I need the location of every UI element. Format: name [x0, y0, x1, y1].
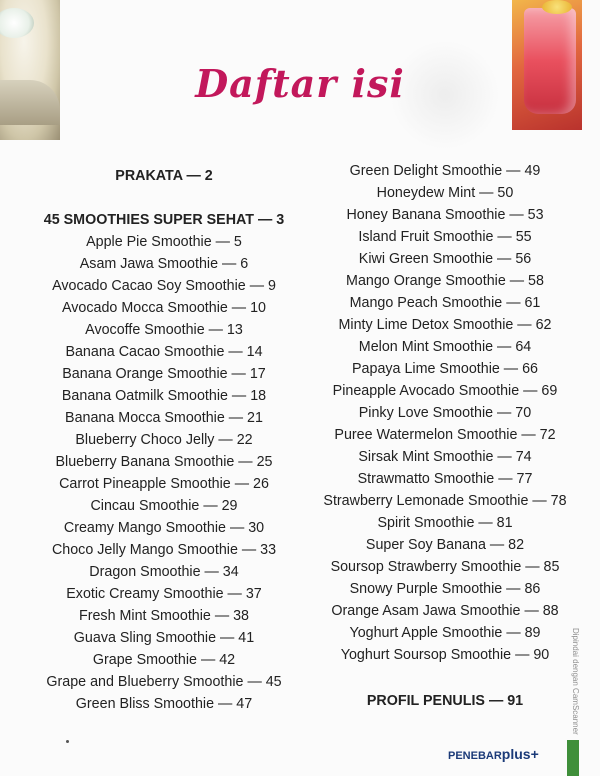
toc-entry: Carrot Pineapple Smoothie — 26	[59, 476, 269, 492]
toc-heading: 45 SMOOTHIES SUPER SEHAT — 3	[43, 212, 285, 228]
toc-entry: Creamy Mango Smoothie — 30	[63, 520, 265, 536]
toc-entry: Melon Mint Smoothie — 64	[358, 339, 532, 355]
toc-entry: Honey Banana Smoothie — 53	[346, 207, 544, 223]
brand-name: PENEBAR	[448, 750, 502, 762]
toc-entry: Spirit Smoothie — 81	[377, 515, 513, 531]
toc-entry: Green Delight Smoothie — 49	[349, 163, 541, 179]
toc-entry: Orange Asam Jawa Smoothie — 88	[331, 603, 559, 619]
toc-entry: Mango Orange Smoothie — 58	[346, 273, 544, 289]
page-title: Daftar isi	[195, 61, 405, 107]
toc-entry: Exotic Creamy Smoothie — 37	[66, 586, 262, 602]
toc-entry: Snowy Purple Smoothie — 86	[349, 581, 541, 597]
toc-entry: Puree Watermelon Smoothie — 72	[334, 427, 556, 443]
toc-entry: Guava Sling Smoothie — 41	[73, 630, 255, 646]
toc-entry: Strawberry Lemonade Smoothie — 78	[323, 493, 567, 509]
toc-entry: Banana Oatmilk Smoothie — 18	[61, 388, 267, 404]
toc-entry: Cincau Smoothie — 29	[90, 498, 238, 514]
toc-entry: Papaya Lime Smoothie — 66	[352, 361, 538, 377]
toc-entry: Blueberry Banana Smoothie — 25	[55, 454, 273, 470]
toc-entry: Choco Jelly Mango Smoothie — 33	[51, 542, 277, 558]
toc-entry: Avocado Cacao Soy Smoothie — 9	[52, 278, 276, 294]
brand-plus: +	[530, 746, 539, 762]
toc-entry: Blueberry Choco Jelly — 22	[75, 432, 253, 448]
toc-entry: Minty Lime Detox Smoothie — 62	[338, 317, 552, 333]
toc-entry: Super Soy Banana — 82	[365, 537, 525, 553]
toc-entry: Island Fruit Smoothie — 55	[358, 229, 532, 245]
toc-entry: Strawmatto Smoothie — 77	[357, 471, 533, 487]
toc-entry: Banana Mocca Smoothie — 21	[65, 410, 263, 426]
toc-entry: Banana Orange Smoothie — 17	[62, 366, 266, 382]
publisher-logo	[448, 746, 539, 762]
toc-entry: Kiwi Green Smoothie — 56	[358, 251, 532, 267]
toc-entry: Grape and Blueberry Smoothie — 45	[46, 674, 282, 690]
toc-entry: Mango Peach Smoothie — 61	[349, 295, 541, 311]
toc-entry: Grape Smoothie — 42	[92, 652, 236, 668]
toc-entry: Asam Jawa Smoothie — 6	[79, 256, 249, 272]
toc-entry: Sirsak Mint Smoothie — 74	[358, 449, 532, 465]
toc-entry: Soursop Strawberry Smoothie — 85	[330, 559, 560, 575]
page-tab-marker	[567, 740, 579, 776]
toc-entry: Yoghurt Apple Smoothie — 89	[349, 625, 541, 641]
toc-entry: Banana Cacao Smoothie — 14	[65, 344, 263, 360]
toc-entry: Pinky Love Smoothie — 70	[358, 405, 532, 421]
toc-entry: Green Bliss Smoothie — 47	[75, 696, 253, 712]
toc-heading: PRAKATA — 2	[115, 168, 213, 184]
toc-entry: Avocado Mocca Smoothie — 10	[62, 300, 266, 316]
toc-entry: Pineapple Avocado Smoothie — 69	[332, 383, 558, 399]
toc-entry: Avocoffe Smoothie — 13	[85, 322, 243, 338]
toc-left-column	[24, 0, 304, 760]
toc-entry: Fresh Mint Smoothie — 38	[78, 608, 250, 624]
toc-entry: Yoghurt Soursop Smoothie — 90	[340, 647, 550, 663]
brand-suffix: plus	[501, 746, 531, 762]
scanner-watermark: Dipindai dengan CamScanner	[571, 628, 580, 735]
toc-entry: Honeydew Mint — 50	[376, 185, 514, 201]
stray-dot	[66, 740, 69, 743]
toc-right-column	[306, 0, 584, 760]
toc-entry: Dragon Smoothie — 34	[89, 564, 239, 580]
toc-heading: PROFIL PENULIS — 91	[366, 693, 524, 709]
toc-entry: Apple Pie Smoothie — 5	[86, 234, 242, 250]
